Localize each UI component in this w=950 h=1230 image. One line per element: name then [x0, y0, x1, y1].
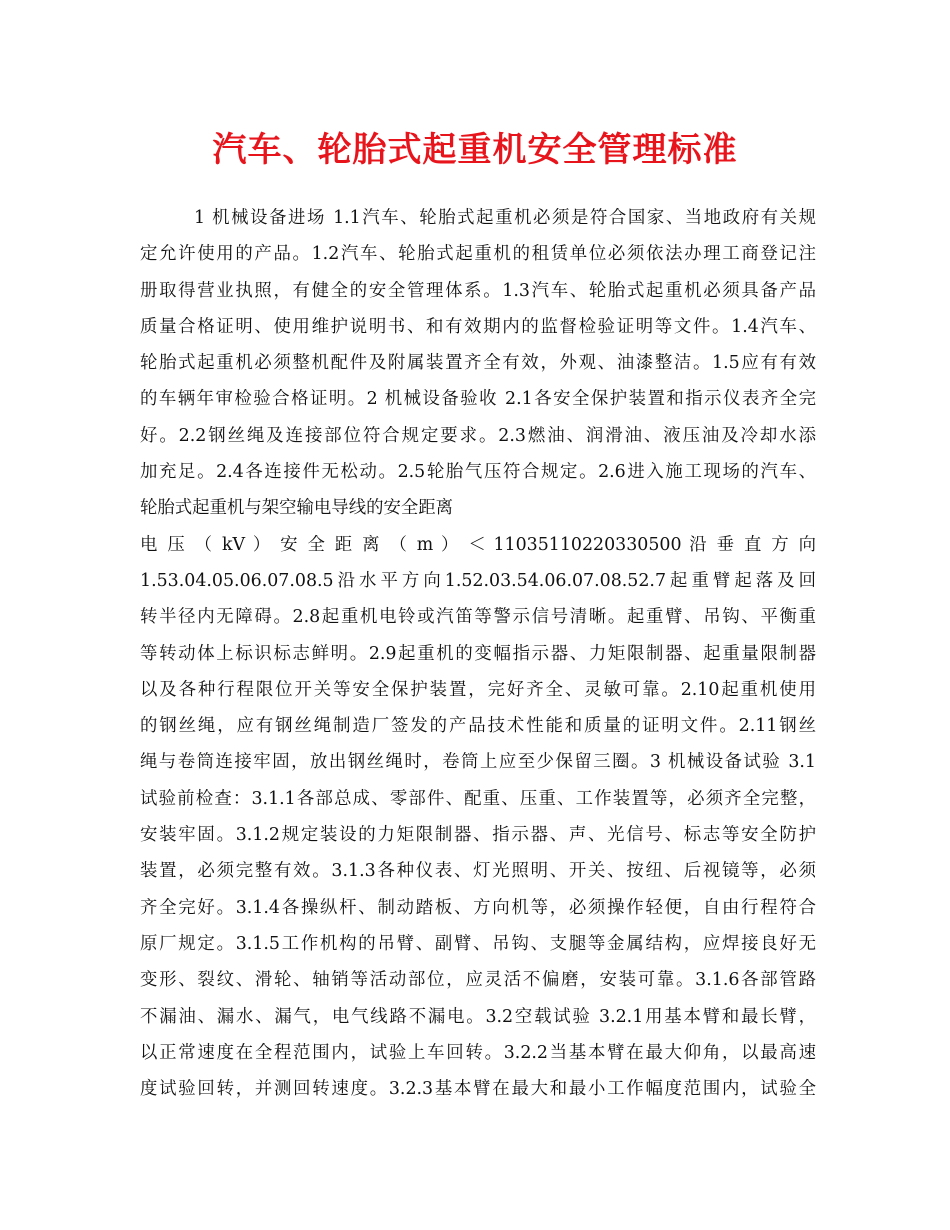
document-title: 汽车、轮胎式起重机安全管理标准 — [212, 130, 738, 170]
paragraph-line: 加充足。2.4各连接件无松动。2.5轮胎气压符合规定。2.6进入施工现场的汽车、 — [140, 462, 816, 483]
paragraph-line: 绳与卷筒连接牢固，放出钢丝绳时，卷筒上应至少保留三圈。3 机械设备试验 3.1 — [140, 752, 816, 773]
paragraph-line: 安装牢固。3.1.2规定装设的力矩限制器、指示器、声、光信号、标志等安全防护 — [140, 825, 816, 846]
paragraph-line: 册取得营业执照，有健全的安全管理体系。1.3汽车、轮胎式起重机必须具备产品 — [140, 280, 816, 301]
paragraph-line: 原厂规定。3.1.5工作机构的吊臂、副臂、吊钩、支腿等金属结构，应焊接良好无 — [140, 933, 816, 954]
paragraph-line: 度试验回转，并测回转速度。3.2.3基本臂在最大和最小工作幅度范围内，试验全 — [140, 1079, 816, 1100]
paragraph-line: 以及各种行程限位开关等安全保护装置，完好齐全、灵敏可靠。2.10起重机使用 — [140, 679, 816, 700]
paragraph-line: 质量合格证明、使用维护说明书、和有效期内的监督检验证明等文件。1.4汽车、 — [140, 316, 816, 337]
paragraph-line: 定允许使用的产品。1.2汽车、轮胎式起重机的租赁单位必须依法办理工商登记注 — [140, 244, 816, 265]
paragraph-line: 装置，必须完整有效。3.1.3各种仪表、灯光照明、开关、按纽、后视镜等，必须 — [140, 861, 816, 882]
paragraph-line: 试验前检查：3.1.1各部总成、零部件、配重、压重、工作装置等，必须齐全完整， — [140, 788, 816, 809]
paragraph-line: 1.53.04.05.06.07.08.5沿水平方向1.52.03.54.06.07.08.52.7起重臂起落及回 — [140, 570, 816, 591]
paragraph-line: 1 机械设备进场 1.1汽车、轮胎式起重机必须是符合国家、当地政府有关规 — [194, 208, 816, 228]
paragraph-line: 等转动体上标识标志鲜明。2.9起重机的变幅指示器、力矩限制器、起重量限制器 — [140, 643, 816, 664]
paragraph-line: 轮胎式起重机必须整机配件及附属装置齐全有效，外观、油漆整洁。1.5应有有效 — [140, 353, 816, 374]
paragraph-line: 电 压 （ kV ） 安 全 距 离 （ m ） ＜ 11035110220330500 沿 垂 直 方 向 — [140, 534, 816, 555]
paragraph-line: 转半径内无障碍。2.8起重机电铃或汽笛等警示信号清晰。起重臂、吊钩、平衡重 — [140, 607, 816, 628]
document-body — [140, 200, 816, 1107]
paragraph-line: 轮胎式起重机与架空输电导线的安全距离 — [140, 498, 454, 519]
paragraph-line: 不漏油、漏水、漏气，电气线路不漏电。3.2空载试验 3.2.1用基本臂和最长臂， — [140, 1006, 816, 1027]
paragraph-line: 以正常速度在全程范围内，试验上车回转。3.2.2当基本臂在最大仰角，以最高速 — [140, 1042, 816, 1063]
paragraph-line: 齐全完好。3.1.4各操纵杆、制动踏板、方向机等，必须操作轻便，自由行程符合 — [140, 897, 816, 918]
paragraph-line: 好。2.2钢丝绳及连接部位符合规定要求。2.3燃油、润滑油、液压油及冷却水添 — [140, 425, 816, 446]
paragraph-line: 的车辆年审检验合格证明。2 机械设备验收 2.1各安全保护装置和指示仪表齐全完 — [140, 389, 816, 410]
paragraph-line: 变形、裂纹、滑轮、轴销等活动部位，应灵活不偏磨，安装可靠。3.1.6各部管路 — [140, 970, 816, 991]
paragraph-line: 的钢丝绳，应有钢丝绳制造厂签发的产品技术性能和质量的证明文件。2.11钢丝 — [140, 716, 816, 737]
